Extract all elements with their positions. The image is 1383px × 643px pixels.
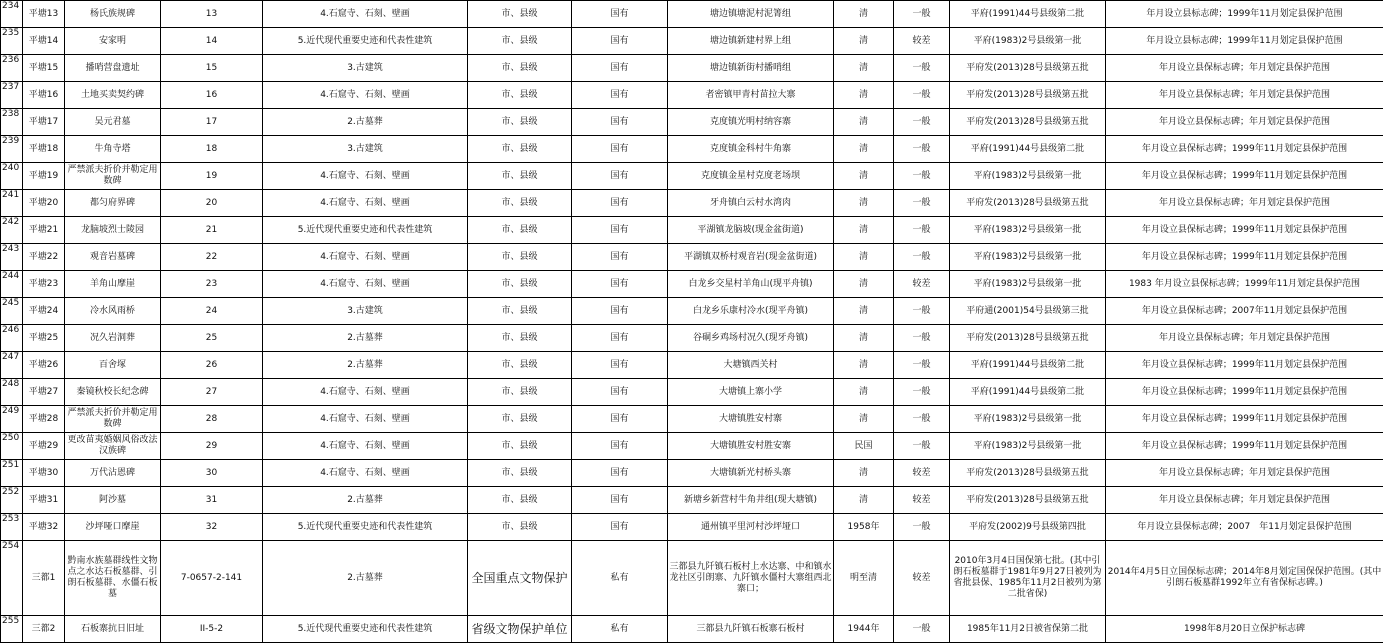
cell-cond: 一般: [894, 406, 950, 433]
cell-era: 清: [834, 352, 894, 379]
cell-seq: 26: [161, 352, 263, 379]
cell-type: 2.古墓葬: [263, 109, 468, 136]
cell-loc: 白龙乡交星村羊角山(现平舟镇): [668, 271, 834, 298]
cell-own: 国有: [572, 1, 668, 28]
cell-code: 平塘24: [23, 298, 65, 325]
cell-n: 242: [1, 217, 23, 244]
cell-name: 百舍塚: [65, 352, 161, 379]
cell-mark: 年月设立县保标志碑；1999年11月划定县保护范围: [1106, 217, 1383, 244]
cell-seq: 32: [161, 514, 263, 541]
cell-loc: 大塘镇上寨小学: [668, 379, 834, 406]
cell-name: 黔南水族墓群线性文物点之水达石板墓群、引朗石板墓群、水僵石板墓: [65, 541, 161, 616]
cell-era: 清: [834, 406, 894, 433]
cell-n: 241: [1, 190, 23, 217]
table-row: [1, 163, 1383, 190]
cell-doc: 平府发(2013)28号县级第五批: [950, 487, 1106, 514]
cell-era: 1944年: [834, 616, 894, 643]
cell-mark: 年月设立县保标志碑；1999年11月划定县保护范围: [1106, 244, 1383, 271]
cell-code: 平塘21: [23, 217, 65, 244]
cell-n: 240: [1, 163, 23, 190]
cell-type: 4.石窟寺、石刻、壁画: [263, 1, 468, 28]
cell-loc: 塘边镇塘泥村泥箐组: [668, 1, 834, 28]
cell-cond: 一般: [894, 244, 950, 271]
cell-mark: 年月设立县保标志碑；1999年11月划定县保护范围: [1106, 406, 1383, 433]
cell-n: 238: [1, 109, 23, 136]
cell-cond: 一般: [894, 190, 950, 217]
cell-type: 5.近代现代重要史迹和代表性建筑: [263, 514, 468, 541]
cell-type: 4.石窟寺、石刻、壁画: [263, 433, 468, 460]
cell-own: 国有: [572, 487, 668, 514]
cell-n: 255: [1, 616, 23, 643]
cell-era: 清: [834, 271, 894, 298]
cell-cond: 较差: [894, 28, 950, 55]
cell-n: 245: [1, 298, 23, 325]
cell-code: 平塘28: [23, 406, 65, 433]
cell-name: 严禁派夫折价并勒定用数碑: [65, 163, 161, 190]
cell-code: 平塘22: [23, 244, 65, 271]
cell-loc: 平湖镇龙脑坡(现金盆街道): [668, 217, 834, 244]
cell-level: 市、县级: [468, 190, 572, 217]
cell-code: 平塘20: [23, 190, 65, 217]
cell-level: 省级文物保护单位: [468, 616, 572, 643]
cell-n: 237: [1, 82, 23, 109]
cell-doc: 平府(1991)44号县级第二批: [950, 1, 1106, 28]
cell-code: 平塘18: [23, 136, 65, 163]
cell-level: 市、县级: [468, 109, 572, 136]
cell-type: 3.古建筑: [263, 298, 468, 325]
cell-cond: 一般: [894, 514, 950, 541]
cell-n: 254: [1, 541, 23, 616]
cell-n: 252: [1, 487, 23, 514]
cell-level: 市、县级: [468, 379, 572, 406]
cell-era: 清: [834, 325, 894, 352]
cell-mark: 年月设立县保标志碑；年月划定县保护范围: [1106, 55, 1383, 82]
cell-level: 市、县级: [468, 217, 572, 244]
cell-name: 沙坪哑口摩崖: [65, 514, 161, 541]
table-row: [1, 352, 1383, 379]
cell-type: 4.石窟寺、石刻、壁画: [263, 460, 468, 487]
table-row: [1, 1, 1383, 28]
table-row: [1, 217, 1383, 244]
cell-type: 2.古墓葬: [263, 487, 468, 514]
cell-n: 251: [1, 460, 23, 487]
cell-loc: 大塘镇胜安村胜安寨: [668, 433, 834, 460]
cell-level: 市、县级: [468, 271, 572, 298]
cell-cond: 较差: [894, 487, 950, 514]
cell-code: 平塘14: [23, 28, 65, 55]
cell-own: 国有: [572, 406, 668, 433]
cell-code: 平塘29: [23, 433, 65, 460]
cell-own: 国有: [572, 244, 668, 271]
cell-doc: 平府(1991)44号县级第二批: [950, 379, 1106, 406]
cell-cond: 较差: [894, 541, 950, 616]
cell-own: 国有: [572, 217, 668, 244]
table-row: [1, 514, 1383, 541]
cell-code: 平塘16: [23, 82, 65, 109]
cell-code: 平塘31: [23, 487, 65, 514]
cell-cond: 一般: [894, 163, 950, 190]
cell-type: 5.近代现代重要史迹和代表性建筑: [263, 28, 468, 55]
cell-era: 清: [834, 28, 894, 55]
cell-code: 平塘17: [23, 109, 65, 136]
table-row: [1, 298, 1383, 325]
cell-doc: 2010年3月4日国保第七批。(其中引朗石板墓群于1981年9月27日被列为省批县保、1985年11月2日被列为第二批省保): [950, 541, 1106, 616]
cell-own: 国有: [572, 460, 668, 487]
cell-loc: 塘边镇新建村界上组: [668, 28, 834, 55]
cell-seq: 20: [161, 190, 263, 217]
cell-level: 市、县级: [468, 1, 572, 28]
cell-cond: 一般: [894, 136, 950, 163]
cell-name: 杨氏族规碑: [65, 1, 161, 28]
cell-loc: 塘边镇新街村播哨组: [668, 55, 834, 82]
cell-era: 清: [834, 460, 894, 487]
cell-seq: 15: [161, 55, 263, 82]
cell-own: 国有: [572, 190, 668, 217]
cell-doc: 平府发(2002)9号县级第四批: [950, 514, 1106, 541]
cell-own: 国有: [572, 136, 668, 163]
cell-type: 3.古建筑: [263, 55, 468, 82]
cell-cond: 一般: [894, 616, 950, 643]
cell-cond: 一般: [894, 109, 950, 136]
cell-doc: 平府(1983)2号县级第一批: [950, 28, 1106, 55]
cell-mark: 2014年4月5日立国保标志碑；2014年8月划定国保保护范围。(其中引朗石板墓群1992年立有省保标志碑。): [1106, 541, 1383, 616]
cell-mark: 年月设立县保标志碑；年月划定县保护范围: [1106, 460, 1383, 487]
cell-cond: 一般: [894, 217, 950, 244]
cell-type: 4.石窟寺、石刻、壁画: [263, 406, 468, 433]
cell-type: 5.近代现代重要史迹和代表性建筑: [263, 217, 468, 244]
cell-own: 国有: [572, 325, 668, 352]
cell-doc: 平府(1991)44号县级第二批: [950, 352, 1106, 379]
cell-loc: 克度镇光明村纳容寨: [668, 109, 834, 136]
cell-code: 平塘19: [23, 163, 65, 190]
cell-type: 4.石窟寺、石刻、壁画: [263, 190, 468, 217]
cell-name: 吴元君墓: [65, 109, 161, 136]
cell-seq: 18: [161, 136, 263, 163]
cell-own: 国有: [572, 514, 668, 541]
cell-doc: 平府(1983)2号县级第一批: [950, 163, 1106, 190]
cell-era: 清: [834, 55, 894, 82]
cell-loc: 牙舟镇白云村水湾肉: [668, 190, 834, 217]
cell-own: 国有: [572, 82, 668, 109]
cell-n: 234: [1, 1, 23, 28]
cell-cond: 一般: [894, 379, 950, 406]
cell-name: 秦镜秋校长纪念碑: [65, 379, 161, 406]
cell-mark: 1983 年月设立县保标志碑；1999年11月划定县保护范围: [1106, 271, 1383, 298]
cell-doc: 平府(1983)2号县级第一批: [950, 244, 1106, 271]
cell-era: 民国: [834, 433, 894, 460]
table-row: [1, 460, 1383, 487]
cell-code: 平塘23: [23, 271, 65, 298]
cell-level: 市、县级: [468, 460, 572, 487]
cell-code: 平塘32: [23, 514, 65, 541]
cell-own: 国有: [572, 28, 668, 55]
cell-loc: 大塘镇西关村: [668, 352, 834, 379]
cell-seq: 21: [161, 217, 263, 244]
table-row: [1, 136, 1383, 163]
cell-seq: 7-0657-2-141: [161, 541, 263, 616]
cell-doc: 平府(1983)2号县级第一批: [950, 271, 1106, 298]
cell-name: 更改苗夷婚姻风俗改法汉族碑: [65, 433, 161, 460]
cell-cond: 较差: [894, 460, 950, 487]
cell-loc: 谷硐乡鸡场村况久(现牙舟镇): [668, 325, 834, 352]
cell-type: 2.古墓葬: [263, 352, 468, 379]
cell-cond: 一般: [894, 298, 950, 325]
cell-era: 1958年: [834, 514, 894, 541]
cell-n: 247: [1, 352, 23, 379]
cell-mark: 年月设立县保标志碑；年月划定县保护范围: [1106, 487, 1383, 514]
cell-code: 三都2: [23, 616, 65, 643]
cell-n: 239: [1, 136, 23, 163]
cell-seq: 29: [161, 433, 263, 460]
cell-own: 私有: [572, 616, 668, 643]
cell-own: 国有: [572, 271, 668, 298]
cell-doc: 平府发(2013)28号县级第五批: [950, 109, 1106, 136]
cell-name: 播哨营盘遗址: [65, 55, 161, 82]
cell-level: 市、县级: [468, 163, 572, 190]
cell-seq: 14: [161, 28, 263, 55]
cell-name: 土地买卖契约碑: [65, 82, 161, 109]
cell-seq: 16: [161, 82, 263, 109]
cell-code: 三都1: [23, 541, 65, 616]
table-row: [1, 406, 1383, 433]
cell-era: 清: [834, 190, 894, 217]
table-row: [1, 271, 1383, 298]
cell-loc: 通州镇平里河村沙坪垭口: [668, 514, 834, 541]
cell-level: 市、县级: [468, 136, 572, 163]
cell-own: 国有: [572, 379, 668, 406]
cell-own: 国有: [572, 433, 668, 460]
cell-era: 清: [834, 109, 894, 136]
cell-era: 清: [834, 379, 894, 406]
cell-loc: 克度镇金科村牛角寨: [668, 136, 834, 163]
table-row: [1, 487, 1383, 514]
cell-seq: 24: [161, 298, 263, 325]
cell-level: 市、县级: [468, 244, 572, 271]
cell-type: 4.石窟寺、石刻、壁画: [263, 163, 468, 190]
cell-own: 国有: [572, 109, 668, 136]
cell-name: 安家明: [65, 28, 161, 55]
cell-seq: 30: [161, 460, 263, 487]
cell-n: 248: [1, 379, 23, 406]
cell-n: 243: [1, 244, 23, 271]
cell-seq: 19: [161, 163, 263, 190]
cell-own: 国有: [572, 163, 668, 190]
cell-type: 2.古墓葬: [263, 541, 468, 616]
cell-type: 2.古墓葬: [263, 325, 468, 352]
cell-doc: 平府发(2013)28号县级第五批: [950, 325, 1106, 352]
cell-cond: 一般: [894, 82, 950, 109]
cell-doc: 平府(1991)44号县级第二批: [950, 136, 1106, 163]
cell-mark: 年月设立县保标志碑；1999年11月划定县保护范围: [1106, 136, 1383, 163]
cell-own: 国有: [572, 352, 668, 379]
cell-loc: 大塘镇新光村桥头寨: [668, 460, 834, 487]
cell-era: 明至清: [834, 541, 894, 616]
cell-name: 牛角寺塔: [65, 136, 161, 163]
cell-cond: 一般: [894, 433, 950, 460]
cell-code: 平塘26: [23, 352, 65, 379]
cell-type: 4.石窟寺、石刻、壁画: [263, 82, 468, 109]
cell-level: 全国重点文物保护: [468, 541, 572, 616]
cell-name: 严禁派夫折价并勒定用数碑: [65, 406, 161, 433]
cell-level: 市、县级: [468, 352, 572, 379]
cell-type: 3.古建筑: [263, 136, 468, 163]
cell-code: 平塘27: [23, 379, 65, 406]
cell-mark: 年月设立县保标志碑；年月划定县保护范围: [1106, 325, 1383, 352]
cell-seq: 25: [161, 325, 263, 352]
cell-own: 国有: [572, 55, 668, 82]
cell-seq: 31: [161, 487, 263, 514]
cell-mark: 年月设立县保标志碑；1999年11月划定县保护范围: [1106, 163, 1383, 190]
cell-mark: 年月设立县保标志碑；年月划定县保护范围: [1106, 190, 1383, 217]
table-row: [1, 325, 1383, 352]
cell-seq: 27: [161, 379, 263, 406]
cell-n: 249: [1, 406, 23, 433]
cell-level: 市、县级: [468, 433, 572, 460]
cell-loc: 者密镇甲青村苗拉大寨: [668, 82, 834, 109]
cell-level: 市、县级: [468, 28, 572, 55]
cell-cond: 一般: [894, 1, 950, 28]
table-row: [1, 433, 1383, 460]
table-row: [1, 190, 1383, 217]
cell-mark: 年月设立县保标志碑；2007 年11月划定县保护范围: [1106, 514, 1383, 541]
cell-mark: 年月设立县保标志碑；年月划定县保护范围: [1106, 82, 1383, 109]
cell-era: 清: [834, 136, 894, 163]
table-row: [1, 244, 1383, 271]
cell-name: 石板寨抗日旧址: [65, 616, 161, 643]
cell-doc: 平府(1983)2号县级第一批: [950, 217, 1106, 244]
cell-seq: 28: [161, 406, 263, 433]
table-row: [1, 109, 1383, 136]
cell-mark: 年月设立县保标志碑；2007年11月划定县保护范围: [1106, 298, 1383, 325]
cell-n: 253: [1, 514, 23, 541]
cell-doc: 平府发(2013)28号县级第五批: [950, 460, 1106, 487]
table-row: [1, 55, 1383, 82]
cell-loc: 新塘乡新营村牛角井组(现大塘镇): [668, 487, 834, 514]
cell-doc: 平府通(2001)54号县级第三批: [950, 298, 1106, 325]
cell-era: 清: [834, 82, 894, 109]
cell-name: 阿沙墓: [65, 487, 161, 514]
cell-era: 清: [834, 487, 894, 514]
cell-seq: II-5-2: [161, 616, 263, 643]
cell-own: 国有: [572, 298, 668, 325]
cell-mark: 1998年8月20日立保护标志碑: [1106, 616, 1383, 643]
cell-name: 羊角山摩崖: [65, 271, 161, 298]
cell-level: 市、县级: [468, 298, 572, 325]
cell-level: 市、县级: [468, 514, 572, 541]
table-row: [1, 541, 1383, 616]
cell-doc: 平府发(2013)28号县级第五批: [950, 55, 1106, 82]
cell-n: 236: [1, 55, 23, 82]
table-row: [1, 616, 1383, 643]
cell-cond: 较差: [894, 271, 950, 298]
cell-code: 平塘15: [23, 55, 65, 82]
cell-cond: 一般: [894, 352, 950, 379]
cell-loc: 克度镇金星村克度老场坝: [668, 163, 834, 190]
table-row: [1, 379, 1383, 406]
cell-mark: 年月设立县保标志碑；1999年11月划定县保护范围: [1106, 433, 1383, 460]
cell-type: 4.石窟寺、石刻、壁画: [263, 271, 468, 298]
cell-loc: 白龙乡乐康村冷水(现平舟镇): [668, 298, 834, 325]
cell-cond: 一般: [894, 325, 950, 352]
cell-code: 平塘25: [23, 325, 65, 352]
cell-seq: 22: [161, 244, 263, 271]
cell-name: 况久岩洞葬: [65, 325, 161, 352]
cell-n: 250: [1, 433, 23, 460]
cell-level: 市、县级: [468, 406, 572, 433]
cell-seq: 13: [161, 1, 263, 28]
cell-doc: 平府(1983)2号县级第一批: [950, 433, 1106, 460]
cell-name: 观音岩墓碑: [65, 244, 161, 271]
cell-type: 5.近代现代重要史迹和代表性建筑: [263, 616, 468, 643]
cell-doc: 平府发(2013)28号县级第五批: [950, 82, 1106, 109]
cell-n: 244: [1, 271, 23, 298]
cell-mark: 年月设立县标志碑；1999年11月划定县保护范围: [1106, 28, 1383, 55]
cell-level: 市、县级: [468, 487, 572, 514]
cell-era: 清: [834, 244, 894, 271]
cell-n: 235: [1, 28, 23, 55]
table-row: [1, 82, 1383, 109]
cell-code: 平塘30: [23, 460, 65, 487]
table-body: [1, 1, 1383, 643]
cell-era: 清: [834, 217, 894, 244]
cell-level: 市、县级: [468, 55, 572, 82]
cell-n: 246: [1, 325, 23, 352]
cell-level: 市、县级: [468, 82, 572, 109]
cell-name: 龙脑坡烈士陵园: [65, 217, 161, 244]
cell-loc: 平湖镇双桥村观音岩(现金盆街道): [668, 244, 834, 271]
cell-mark: 年月设立县保标志碑；1999年11月划定县保护范围: [1106, 379, 1383, 406]
cell-loc: 三都县九阡镇石板寨石板村: [668, 616, 834, 643]
cell-level: 市、县级: [468, 325, 572, 352]
cell-doc: 1985年11月2日被省保第二批: [950, 616, 1106, 643]
cell-type: 4.石窟寺、石刻、壁画: [263, 379, 468, 406]
cell-type: 4.石窟寺、石刻、壁画: [263, 244, 468, 271]
cell-era: 清: [834, 163, 894, 190]
cell-name: 都匀府界碑: [65, 190, 161, 217]
cell-cond: 一般: [894, 55, 950, 82]
cell-doc: 平府(1983)2号县级第一批: [950, 406, 1106, 433]
cell-own: 私有: [572, 541, 668, 616]
cell-seq: 17: [161, 109, 263, 136]
cell-loc: 三都县九阡镇石板村上水达寨、中和镇水龙社区引朗寨、九阡镇水僵村大寨组西北寨口；: [668, 541, 834, 616]
cell-mark: 年月设立县保标志碑；1999年11月划定县保护范围: [1106, 352, 1383, 379]
cell-seq: 23: [161, 271, 263, 298]
cell-mark: 年月设立县保标志碑；年月划定县保护范围: [1106, 109, 1383, 136]
cell-loc: 大塘镇胜安村寨: [668, 406, 834, 433]
cell-code: 平塘13: [23, 1, 65, 28]
cell-name: 冷水风雨桥: [65, 298, 161, 325]
cell-era: 清: [834, 1, 894, 28]
cell-name: 万代沾恩碑: [65, 460, 161, 487]
cell-doc: 平府发(2013)28号县级第五批: [950, 190, 1106, 217]
table-row: [1, 28, 1383, 55]
cell-era: 清: [834, 298, 894, 325]
cell-mark: 年月设立县标志碑；1999年11月划定县保护范围: [1106, 1, 1383, 28]
